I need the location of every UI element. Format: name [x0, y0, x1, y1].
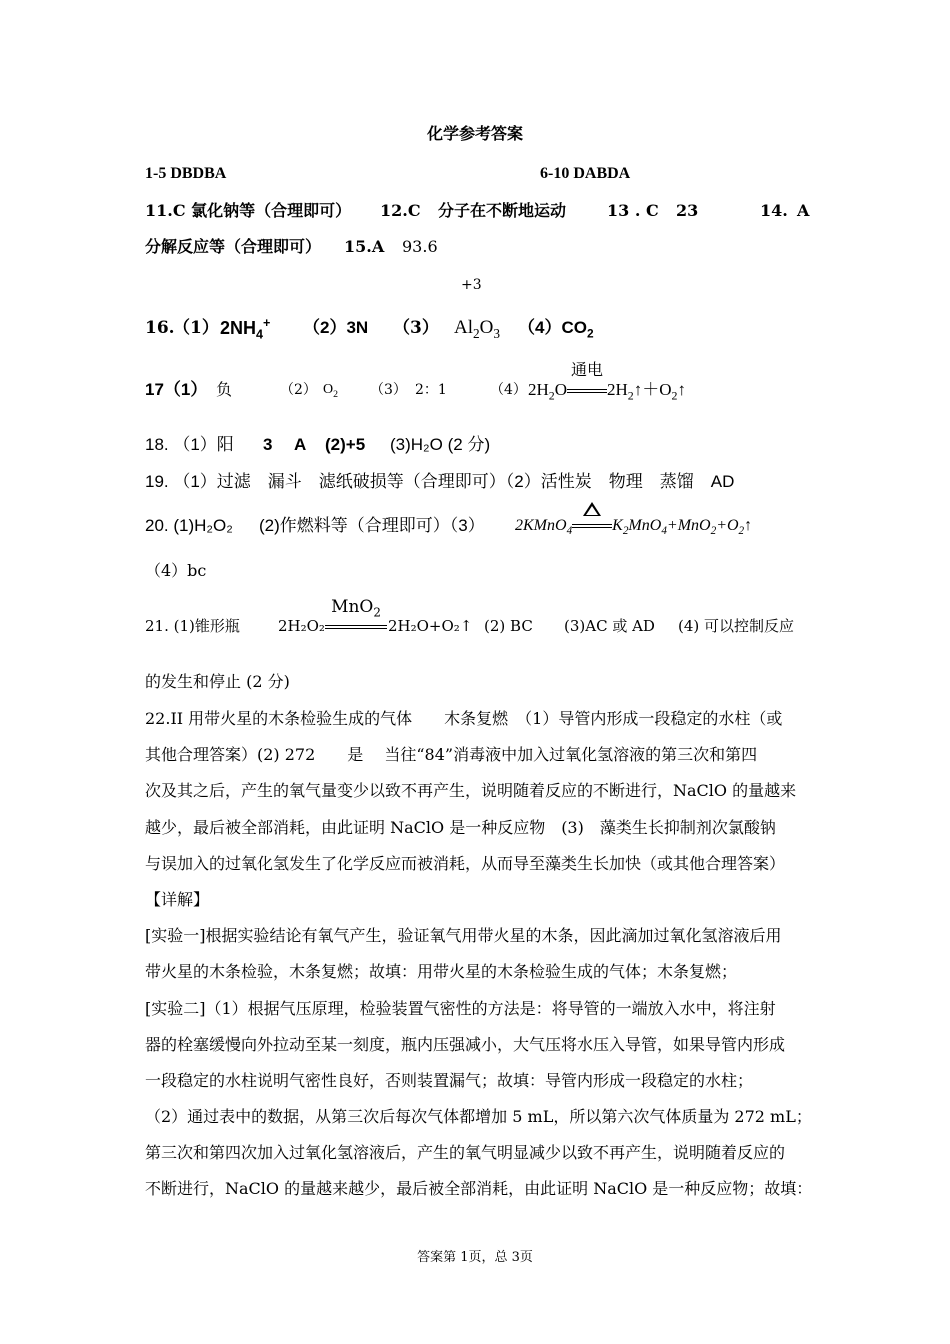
q17-equation: $2H_2O$ 通电 $2H_2↑+O_2↑$	[528, 362, 686, 403]
q17-part4: （4）	[490, 382, 527, 398]
q22-line: 越少，最后被全部消耗，由此证明 NaClO 是一种反应物 (3) 藻类生长抑制剂次氯酸钠	[145, 817, 776, 837]
heat-triangle-icon	[583, 502, 601, 516]
answer-11: 11.C 氯化钠等（合理即可）	[145, 201, 352, 220]
answer-21-cont: 的发生和停止 (2 分)	[145, 672, 290, 691]
q22-line: 一段稳定的水柱说明气密性良好，否则装置漏气；故填：导管内形成一段稳定的水柱；	[145, 1070, 754, 1090]
q17-number: 17（1）	[145, 380, 208, 399]
answer-14: 14.	[760, 201, 788, 220]
q21-part2: (2) BC	[484, 617, 533, 635]
q18-part3: (3)H₂O (2 分)	[390, 435, 491, 454]
q17-ratio: 2：1	[415, 382, 447, 398]
q22-line: 其他合理答案）(2) 272 是 当往“84”消毒液中加入过氧化氢溶液的第三次和第四	[145, 745, 758, 765]
answers-1-10	[145, 164, 631, 184]
answer-20-4: （4）bc	[145, 561, 207, 580]
q21-arrow: MnO$_2$	[325, 616, 387, 636]
detail-heading: 【详解】	[145, 889, 210, 909]
answer-12-text: 分子在不断地运动	[438, 201, 567, 220]
q22-line: [实验二]（1）根据气压原理，检验装置气密性的方法是：将导管的一端放入水中，将注射	[145, 998, 776, 1018]
q16-part1: （1）	[173, 318, 219, 338]
answer-13-value: 23	[676, 201, 699, 220]
q22-line: 不断进行，NaClO 的量越来越少，最后被全部消耗，由此证明 NaClO 是一种反应物；故填：	[145, 1179, 813, 1199]
q16-number: 16.	[145, 318, 175, 338]
answers-1-5: 1-5 DBDBA	[145, 165, 227, 182]
answer-21	[145, 597, 795, 636]
answer-18	[145, 435, 491, 455]
q16-ammonium: $2NH_4^+$	[220, 316, 271, 342]
q21-part3: (3)AC 或 AD	[564, 617, 655, 635]
answer-16	[145, 316, 594, 342]
q18-part2: (2)+5	[325, 435, 366, 454]
answer-13: 13 . C	[607, 201, 659, 220]
answer-17	[145, 362, 686, 403]
q18-part1: 18. （1）阳	[145, 435, 234, 454]
answers-6-10: 6-10 DABDA	[540, 165, 631, 182]
answer-15-value: 93.6	[402, 237, 438, 256]
q20-equation: 2KMnO$_4$ $K_2MnO_4+MnO_2+O_2↑$	[515, 516, 752, 536]
q22-line: 带火星的木条检验，木条复燃；故填：用带火星的木条检验生成的气体；木条复燃；	[145, 962, 738, 982]
answer-14-choice: A	[797, 201, 810, 220]
page-title: 化学参考答案	[426, 124, 523, 143]
answers-14-15	[145, 237, 438, 257]
answers-11-14	[145, 201, 810, 221]
answer-19: 19. （1）过滤 漏斗 滤纸破损等（合理即可）（2）活性炭 物理 蒸馏 AD	[145, 472, 735, 491]
q16-part3: （3）	[393, 318, 439, 338]
q18-value-3: 3	[263, 435, 273, 454]
q17-part2: （2）	[280, 382, 317, 398]
q21-reactant: 2H₂O₂	[278, 617, 325, 635]
q22-line: 器的栓塞缓慢向外拉动至某一刻度，瓶内压强减小，大气压将水压入导管，如果导管内形成	[145, 1034, 786, 1054]
q22-line: 与误加入的过氧化氢发生了化学反应而被消耗，从而导至藻类生长加快（或其他合理答案）	[145, 853, 786, 873]
q16-alumina: $Al_2O_3$	[454, 317, 501, 341]
q22-line: 22.II 用带火星的木条检验生成的气体 木条复燃 （1）导管内形成一段稳定的水柱（或	[145, 709, 783, 728]
q17-part1: 负	[216, 380, 233, 399]
answer-15: 15.A	[344, 237, 385, 256]
q22-line: （2）通过表中的数据，从第三次后每次气体都增加 5 mL，所以第六次气体质量为 272 mL；	[145, 1107, 812, 1127]
q22-line: [实验一]根据实验结论有氧气产生，验证氧气用带火星的木条，因此滴加过氧化氢溶液后用	[145, 926, 782, 946]
q22-line: 第三次和第四次加入过氧化氢溶液后，产生的氧气明显减少以致不再产生，说明随着反应的	[145, 1143, 786, 1163]
q21-part4: (4) 可以控制反应	[678, 617, 795, 635]
q16-part2: （2）3N	[303, 318, 369, 337]
answer-22	[145, 709, 813, 1216]
q21-part1: 21. (1)锥形瓶	[145, 617, 240, 635]
q21-products: 2H₂O+O₂↑	[388, 617, 473, 635]
answer-14-text: 分解反应等（合理即可）	[145, 237, 322, 256]
q18-value-a: A	[294, 435, 307, 454]
q16-part4: $(4)CO_2$	[518, 318, 594, 341]
q17-oxygen: $O_2$	[323, 382, 339, 400]
valence-mark: +3	[461, 277, 482, 293]
q20-part1: 20. (1)H₂O₂	[145, 516, 233, 535]
electrolysis-arrow: 通电	[567, 380, 607, 400]
answer-20	[145, 516, 753, 538]
heat-arrow	[572, 516, 612, 536]
q22-line: 次及其之后，产生的氧气量变少以致不再产生，说明随着反应的不断进行，NaClO 的量越来	[145, 781, 797, 801]
page-footer: 答案第 1页，总 3页	[417, 1250, 533, 1265]
answer-12: 12.C	[380, 201, 421, 220]
q20-part2: (2)作燃料等（合理即可）（3）	[259, 516, 485, 535]
q17-part3: （3）	[370, 382, 407, 398]
